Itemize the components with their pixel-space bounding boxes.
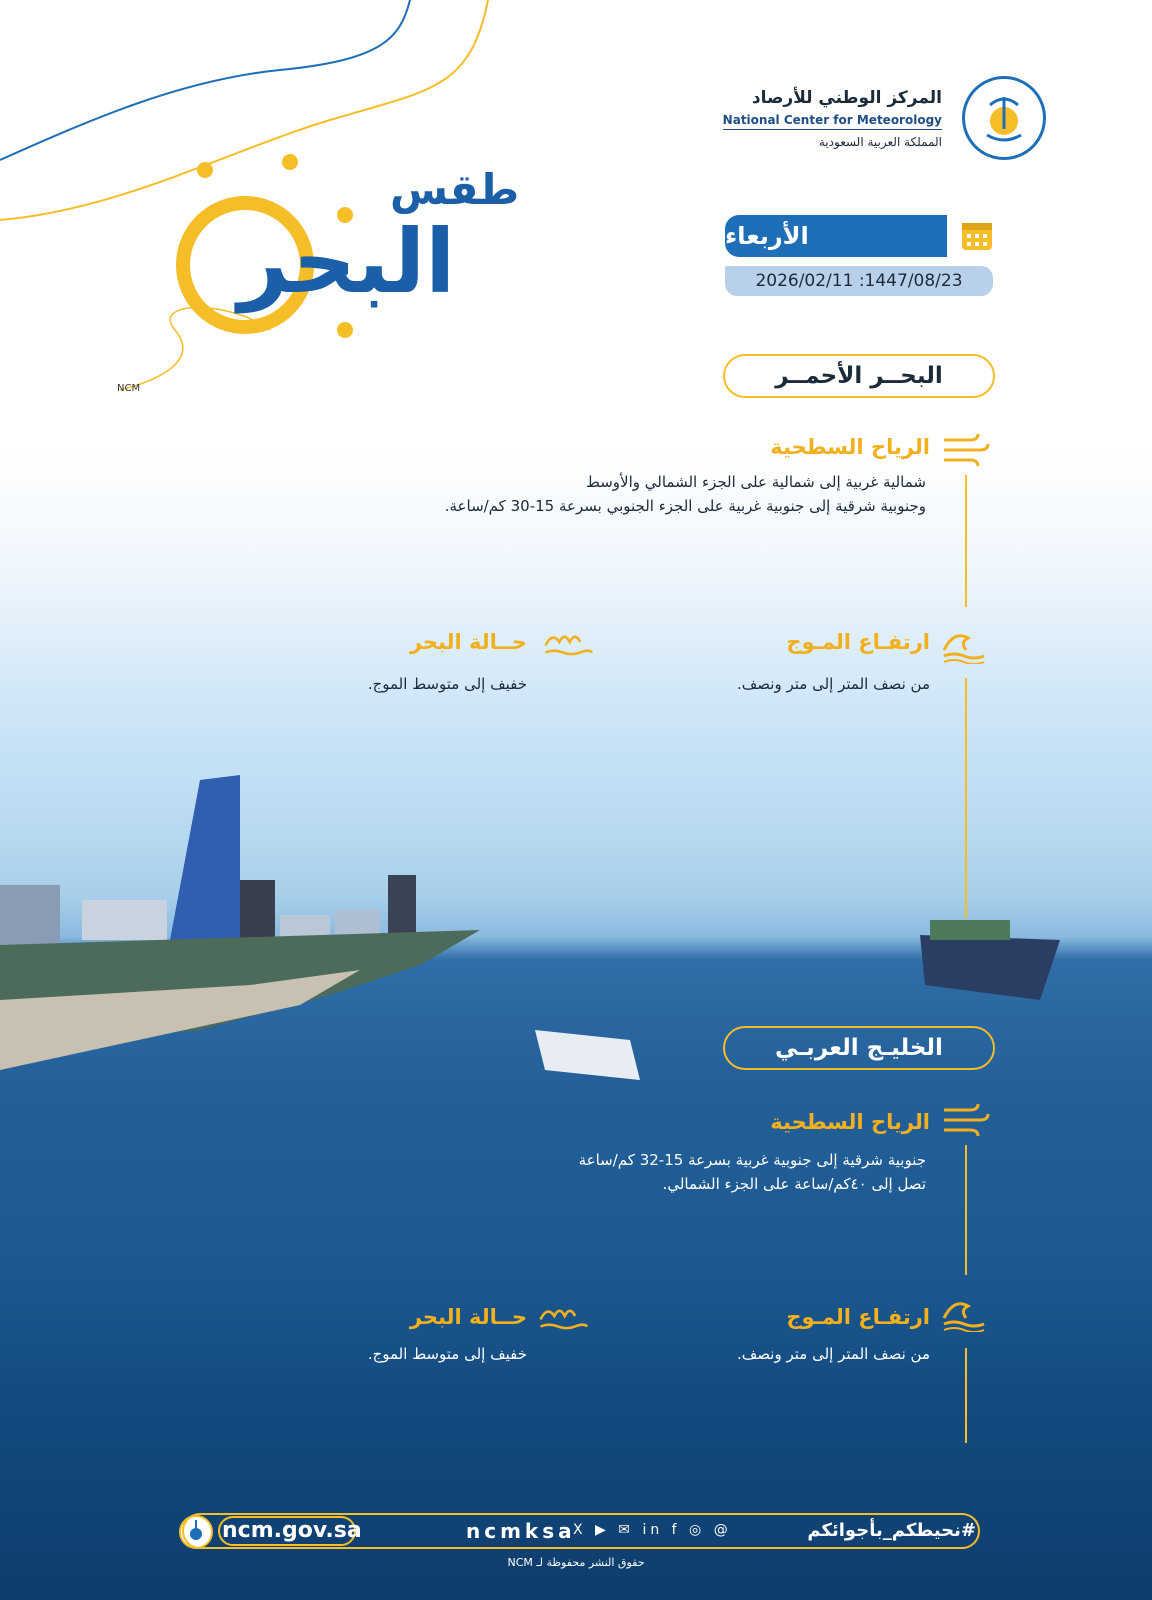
org-name-ar: المركز الوطني للأرصاد <box>751 88 942 108</box>
sea-state-icon <box>537 1296 589 1336</box>
red-sea-winds-line1: شمالية غربية إلى شمالية على الجزء الشمالي والأوسط <box>586 473 926 491</box>
wave-height-icon <box>940 1292 992 1332</box>
red-sea-waves-text: من نصف المتر إلى متر ونصف. <box>736 675 930 693</box>
gulf-winds-line2: تصل إلى ٤٠كم/ساعة على الجزء الشمالي. <box>662 1175 926 1193</box>
section-arabian-gulf: الخليـج العربـي <box>723 1026 995 1070</box>
ncm-tag: NCM <box>117 383 141 394</box>
timeline-line <box>965 678 967 918</box>
red-sea-sea-state-text: خفيف إلى متوسط الموج. <box>367 675 527 693</box>
wind-icon <box>940 1098 992 1138</box>
day-label: الأربعاء <box>725 215 947 257</box>
wave-height-icon <box>940 624 992 664</box>
title-sea: البحر <box>238 210 456 313</box>
social-handle: ncmksa <box>466 1519 576 1543</box>
gulf-winds-line1: جنوبية شرقية إلى جنوبية غربية بسرعة 15-32 كم/ساعة <box>578 1151 926 1169</box>
social-icons[interactable]: X ▶ ✉ in f ◎ @ <box>573 1522 732 1538</box>
timeline-line <box>965 1145 967 1275</box>
calendar-icon <box>960 218 994 252</box>
gulf-winds-title: الرياح السطحية <box>770 1110 930 1134</box>
copyright: حقوق النشر محفوظة لـ NCM <box>507 1556 645 1569</box>
hashtag: #نحيطكم_بأجوائكم <box>807 1520 976 1541</box>
sea-state-icon <box>542 622 594 662</box>
website-link[interactable]: ncm.gov.sa <box>222 1518 362 1543</box>
decorative-curves <box>0 0 1152 400</box>
org-name-en: National Center for Meteorology <box>723 113 942 130</box>
red-sea-winds-line2: وجنوبية شرقية إلى جنوبية غربية على الجزء الجنوبي بسرعة 15-30 كم/ساعة. <box>444 497 926 515</box>
timeline-line <box>965 475 967 607</box>
gulf-waves-title: ارتفـاع المـوج <box>786 1305 930 1329</box>
gulf-sea-state-title: حــالة البحر <box>409 1305 527 1329</box>
gulf-waves-text: من نصف المتر إلى متر ونصف. <box>736 1345 930 1363</box>
title-weather: طقس <box>390 165 520 214</box>
red-sea-waves-title: ارتفـاع المـوج <box>786 630 930 654</box>
country-name: المملكة العربية السعودية <box>818 135 942 149</box>
date-text: 2026/02/11 :1447/08/23 <box>725 266 993 296</box>
ncm-logo <box>962 76 1046 160</box>
timeline-line <box>965 1348 967 1443</box>
wind-icon <box>940 428 992 468</box>
gulf-sea-state-text: خفيف إلى متوسط الموج. <box>367 1345 527 1363</box>
red-sea-sea-state-title: حــالة البحر <box>409 630 527 654</box>
section-red-sea: البحــر الأحمــر <box>723 354 995 398</box>
red-sea-winds-title: الرياح السطحية <box>770 435 930 459</box>
